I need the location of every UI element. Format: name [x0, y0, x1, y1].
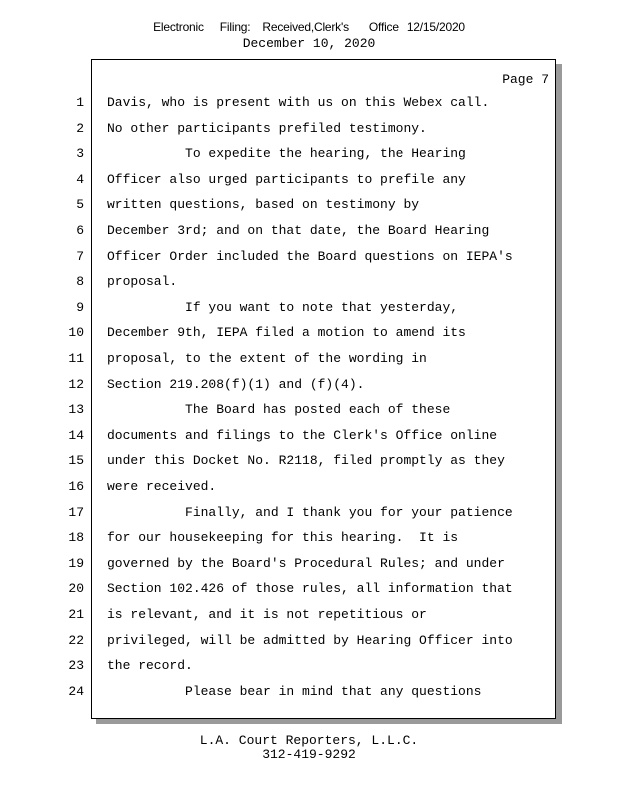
- footer-phone: 312-419-9292: [262, 747, 356, 762]
- line-text: To expedite the hearing, the Hearing: [107, 146, 466, 161]
- line-text: Section 219.208(f)(1) and (f)(4).: [107, 377, 365, 392]
- line-number: 12: [68, 377, 84, 392]
- line-number: 4: [76, 172, 84, 187]
- hearing-date: December 10, 2020: [242, 36, 376, 51]
- line-number: 15: [68, 453, 84, 468]
- line-text: the record.: [107, 658, 193, 673]
- line-text: No other participants prefiled testimony.: [107, 121, 427, 136]
- line-number: 22: [68, 633, 84, 648]
- line-number: 8: [76, 274, 84, 289]
- line-number: 21: [68, 607, 84, 622]
- line-text: December 3rd; and on that date, the Board Hearing: [107, 223, 490, 238]
- filing-stamp-part: Filing:: [219, 20, 251, 34]
- filing-stamp-part: Electronic: [153, 20, 204, 34]
- line-text: If you want to note that yesterday,: [107, 300, 459, 315]
- line-number: 1: [76, 95, 84, 110]
- line-text: The Board has posted each of these: [107, 402, 451, 417]
- filing-stamp-part: Received,Clerk's: [262, 20, 349, 34]
- line-text: were received.: [107, 479, 217, 494]
- line-number: 10: [68, 325, 84, 340]
- line-number: 16: [68, 479, 84, 494]
- line-number: 23: [68, 658, 84, 673]
- line-number: 7: [76, 249, 84, 264]
- line-number: 9: [76, 300, 84, 315]
- line-text: Please bear in mind that any questions: [107, 684, 482, 699]
- line-number: 5: [76, 197, 84, 212]
- line-number: 13: [68, 402, 84, 417]
- filing-stamp: [0, 20, 618, 34]
- line-text: Finally, and I thank you for your patience: [107, 505, 513, 520]
- line-number: 18: [68, 530, 84, 545]
- line-text: Section 102.426 of those rules, all information that: [107, 581, 513, 596]
- line-text: December 9th, IEPA filed a motion to amend its: [107, 325, 466, 340]
- line-number: 20: [68, 581, 84, 596]
- line-number: 6: [76, 223, 84, 238]
- line-text: privileged, will be admitted by Hearing Officer into: [107, 633, 513, 648]
- line-number: 11: [68, 351, 84, 366]
- line-text: Davis, who is present with us on this Webex call.: [107, 95, 490, 110]
- line-number: 14: [68, 428, 84, 443]
- line-text: governed by the Board's Procedural Rules; and under: [107, 556, 505, 571]
- line-number: 2: [76, 121, 84, 136]
- line-number: 17: [68, 505, 84, 520]
- line-text: for our housekeeping for this hearing. It is: [107, 530, 459, 545]
- line-number: 19: [68, 556, 84, 571]
- line-number: 24: [68, 684, 84, 699]
- filing-stamp-date: 12/15/2020: [406, 20, 465, 34]
- line-text: Officer Order included the Board questions on IEPA's: [107, 249, 513, 264]
- line-text: proposal, to the extent of the wording in: [107, 351, 427, 366]
- line-text: documents and filings to the Clerk's Office online: [107, 428, 498, 443]
- line-text: written questions, based on testimony by: [107, 197, 420, 212]
- line-number: 3: [76, 146, 84, 161]
- filing-stamp-part: Office: [368, 20, 399, 34]
- line-text: is relevant, and it is not repetitious or: [107, 607, 427, 622]
- footer-company: L.A. Court Reporters, L.L.C.: [199, 733, 419, 748]
- page-number: Page 7: [502, 72, 549, 87]
- line-text: Officer also urged participants to prefile any: [107, 172, 466, 187]
- line-text: proposal.: [107, 274, 178, 289]
- line-text: under this Docket No. R2118, filed promptly as they: [107, 453, 505, 468]
